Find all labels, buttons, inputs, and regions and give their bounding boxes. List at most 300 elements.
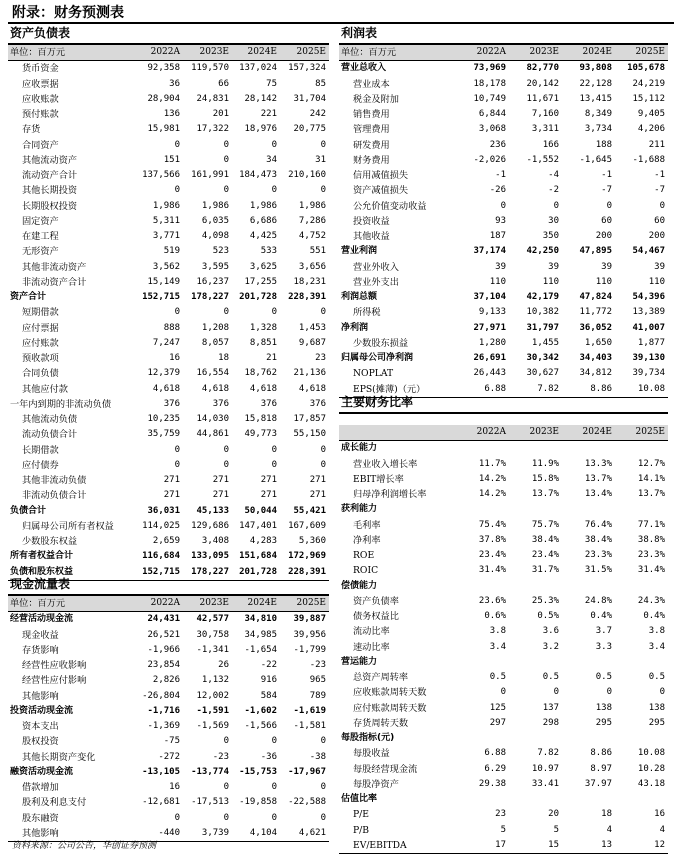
value-cell: 18,231	[293, 276, 326, 287]
value-cell: 0	[174, 307, 180, 318]
value-cell: 43.18	[637, 778, 665, 789]
value-cell: 31.5%	[584, 565, 612, 576]
value-cell: 110	[489, 276, 506, 287]
value-cell: 3.8	[648, 626, 665, 637]
value-cell: 4,618	[298, 383, 326, 394]
table-row	[339, 457, 668, 472]
value-cell: 0	[659, 687, 665, 698]
value-cell: 7,247	[152, 337, 180, 348]
value-cell: 15	[509, 838, 562, 854]
value-cell: 4,618	[201, 383, 229, 394]
year-header: 2025E	[280, 596, 329, 612]
row-label: 其他影响	[22, 690, 59, 702]
value-cell: 45,133	[196, 505, 229, 516]
value-cell: 13.3%	[584, 458, 612, 469]
value-cell: 24.8%	[584, 595, 612, 606]
value-cell: -26	[489, 185, 506, 196]
value-cell: 9,687	[298, 337, 326, 348]
row-label: 少数股东损益	[353, 337, 409, 349]
row-label: 借款增加	[22, 782, 59, 794]
value-cell: 34,812	[579, 368, 612, 379]
value-cell	[615, 502, 668, 517]
value-cell: 3,734	[584, 124, 612, 135]
value-cell: 39	[654, 261, 665, 272]
value-cell: 1,328	[249, 322, 277, 333]
value-cell: 0	[553, 200, 559, 211]
value-cell	[562, 502, 615, 517]
value-cell: 73,969	[473, 63, 506, 74]
value-cell: 221	[260, 109, 277, 120]
value-cell: -15,753	[239, 766, 277, 777]
value-cell: 23.6%	[478, 595, 506, 606]
table-row	[339, 655, 668, 670]
value-cell: -1	[601, 170, 612, 181]
row-label: 少数股东权益	[22, 536, 78, 548]
value-cell: 20,775	[293, 124, 326, 135]
value-cell	[456, 655, 509, 670]
row-label: 流动负债合计	[22, 429, 78, 441]
value-cell: 0.5	[648, 672, 665, 683]
row-label: 预付账款	[22, 109, 59, 121]
value-cell: 8.97	[590, 763, 612, 774]
value-cell: 0	[223, 139, 229, 150]
value-cell: 147,401	[239, 520, 277, 531]
row-label: 研发费用	[353, 139, 390, 151]
value-cell: 23	[315, 353, 326, 364]
value-cell: -1,799	[293, 644, 326, 655]
value-cell: 3,311	[531, 124, 559, 135]
value-cell: -19,858	[239, 797, 277, 808]
table-row	[339, 640, 668, 655]
table-row	[8, 336, 329, 351]
value-cell: 93,808	[579, 63, 612, 74]
value-cell: 0	[659, 200, 665, 211]
value-cell: 6.88	[456, 382, 509, 398]
value-cell: 50,044	[244, 505, 277, 516]
value-cell: 14,030	[196, 414, 229, 425]
table-row	[339, 502, 668, 517]
value-cell: 4,618	[249, 383, 277, 394]
value-cell: -1,369	[147, 721, 180, 732]
source-note: 资料来源：公司公告，华创证券预测	[12, 841, 157, 851]
table-row	[339, 77, 668, 92]
value-cell: -13,105	[142, 766, 180, 777]
value-cell: 1,986	[152, 200, 180, 211]
table-row	[8, 704, 329, 719]
value-cell: 0	[223, 736, 229, 747]
value-cell: 11,772	[579, 307, 612, 318]
row-label: 其他非流动资产	[22, 261, 87, 273]
row-label: 利润总额	[341, 292, 378, 303]
row-label: 固定资产	[22, 215, 59, 227]
value-cell: 18	[218, 353, 229, 364]
value-cell: 116,684	[142, 551, 180, 562]
table-row	[8, 275, 329, 290]
value-cell: -1	[654, 170, 665, 181]
value-cell: 0	[320, 139, 326, 150]
value-cell: -17,967	[288, 766, 326, 777]
value-cell: -36	[260, 751, 277, 762]
table-row	[8, 427, 329, 442]
value-cell: 1,208	[201, 322, 229, 333]
value-cell: 7.82	[537, 748, 559, 759]
row-label: 每股净资产	[353, 778, 399, 790]
value-cell: -13,774	[191, 766, 229, 777]
value-cell: 9,405	[637, 109, 665, 120]
value-cell: 137,566	[142, 170, 180, 181]
category-label: 偿债能力	[341, 580, 378, 591]
value-cell	[456, 441, 509, 457]
table-row	[8, 138, 329, 153]
value-cell: 3.6	[542, 626, 559, 637]
value-cell: 10,749	[473, 93, 506, 104]
table-row	[8, 534, 329, 549]
value-cell: 34,403	[579, 353, 612, 364]
value-cell: 1,455	[531, 337, 559, 348]
row-label: 应收账款	[22, 93, 59, 105]
value-cell: 1,453	[298, 322, 326, 333]
value-cell: 0	[271, 812, 277, 823]
table-row	[8, 549, 329, 564]
year-header: 2025E	[280, 45, 329, 61]
table-row	[8, 643, 329, 658]
row-label: 资产合计	[10, 292, 47, 303]
value-cell: 1,132	[201, 675, 229, 686]
value-cell: 3,739	[183, 826, 232, 842]
value-cell: 21,136	[293, 368, 326, 379]
value-cell: 38.4%	[584, 534, 612, 545]
value-cell: -1,602	[244, 705, 277, 716]
value-cell	[456, 502, 509, 517]
value-cell: 0.5%	[537, 611, 559, 622]
value-cell	[615, 731, 668, 746]
value-cell: 152,715	[135, 565, 183, 581]
value-cell: 0	[271, 459, 277, 470]
value-cell: 271	[309, 490, 326, 501]
row-label: 净利率	[353, 534, 381, 546]
unit-label	[339, 425, 456, 441]
value-cell: 16	[654, 809, 665, 820]
value-cell: 0	[320, 444, 326, 455]
row-label: NOPLAT	[353, 368, 394, 380]
value-cell: 136	[163, 109, 180, 120]
table-row	[339, 609, 668, 624]
value-cell: 0	[223, 782, 229, 793]
value-cell: 4,621	[280, 826, 329, 842]
value-cell: 5,311	[152, 215, 180, 226]
value-cell: 13,415	[579, 93, 612, 104]
row-label: 负债合计	[10, 505, 47, 516]
table-row	[339, 777, 668, 792]
value-cell: 1,986	[201, 200, 229, 211]
value-cell: 12.7%	[637, 458, 665, 469]
value-cell: 10,235	[147, 414, 180, 425]
value-cell: 26,691	[473, 353, 506, 364]
value-cell: 92,358	[147, 63, 180, 74]
value-cell: 138	[595, 702, 612, 713]
value-cell: 12,002	[196, 690, 229, 701]
value-cell: 1,877	[637, 337, 665, 348]
value-cell: 228,391	[280, 565, 329, 581]
value-cell	[562, 655, 615, 670]
value-cell: 8,349	[584, 109, 612, 120]
value-cell	[509, 441, 562, 457]
value-cell	[562, 579, 615, 594]
table-row	[339, 746, 668, 761]
value-cell: 75	[266, 78, 277, 89]
year-header: 2023E	[183, 45, 232, 61]
value-cell: 0	[271, 736, 277, 747]
value-cell: 20	[548, 809, 559, 820]
value-cell: 39	[495, 261, 506, 272]
value-cell: -1,966	[147, 644, 180, 655]
value-cell: 26,443	[473, 368, 506, 379]
table-row	[8, 780, 329, 795]
value-cell: 0	[500, 200, 506, 211]
page-title: 附录：财务预测表	[12, 5, 124, 21]
row-label: 合同负债	[22, 368, 59, 380]
value-cell: 271	[212, 490, 229, 501]
value-cell: 271	[260, 475, 277, 486]
value-cell: 0	[174, 459, 180, 470]
value-cell	[562, 731, 615, 746]
row-label: 其他流动资产	[22, 154, 78, 166]
value-cell: 11.7%	[478, 458, 506, 469]
value-cell: -1,688	[632, 154, 665, 165]
category-label: 估值比率	[341, 794, 378, 805]
table-row	[339, 122, 668, 137]
table-row	[339, 229, 668, 244]
value-cell: 138	[648, 702, 665, 713]
value-cell: 23.4%	[531, 550, 559, 561]
value-cell: 0	[606, 200, 612, 211]
value-cell: 39,130	[632, 353, 665, 364]
value-cell	[509, 792, 562, 807]
value-cell: 10.08	[637, 748, 665, 759]
value-cell: 201,728	[239, 292, 277, 303]
table-row	[8, 719, 329, 734]
row-label: 长期借款	[22, 444, 59, 456]
value-cell: 5	[553, 824, 559, 835]
table-row	[339, 305, 668, 320]
value-cell: 13.4%	[584, 489, 612, 500]
row-label: 营业收入增长率	[353, 458, 418, 470]
table-row	[339, 518, 668, 533]
value-cell: 55,421	[293, 505, 326, 516]
value-cell: 77.1%	[637, 519, 665, 530]
table-row	[339, 731, 668, 746]
value-cell: 38.8%	[637, 534, 665, 545]
value-cell: -1,566	[244, 721, 277, 732]
value-cell: 15,149	[147, 276, 180, 287]
year-header: 2022A	[456, 425, 509, 441]
value-cell: 11,671	[526, 93, 559, 104]
row-label: 资产负债率	[353, 595, 399, 607]
value-cell: 30,758	[196, 629, 229, 640]
value-cell: 17,857	[293, 414, 326, 425]
row-label: 应付账款	[22, 337, 59, 349]
value-cell: 6,035	[201, 215, 229, 226]
value-cell: 30,342	[526, 353, 559, 364]
value-cell: 31,704	[293, 93, 326, 104]
value-cell: 4	[606, 824, 612, 835]
cash-flow-table	[8, 596, 329, 842]
value-cell	[509, 579, 562, 594]
table-row	[8, 366, 329, 381]
value-cell: 9,133	[478, 307, 506, 318]
row-label: 预收款项	[22, 353, 59, 365]
row-label: 公允价值变动收益	[353, 200, 427, 212]
table-row	[8, 397, 329, 412]
table-row	[339, 61, 668, 77]
value-cell: 18	[601, 809, 612, 820]
row-label: 股权投资	[22, 736, 59, 748]
row-label: 管理费用	[353, 124, 390, 136]
category-label: 每股指标(元)	[341, 733, 395, 744]
value-cell: 533	[260, 246, 277, 257]
value-cell: 184,473	[239, 170, 277, 181]
value-cell: 2,659	[152, 536, 180, 547]
value-cell: 129,686	[191, 520, 229, 531]
table-row	[339, 807, 668, 822]
row-label: 资本支出	[22, 721, 59, 733]
value-cell: 76.4%	[584, 519, 612, 530]
value-cell	[615, 441, 668, 457]
year-header: 2022A	[135, 596, 183, 612]
row-label: 合同资产	[22, 139, 59, 151]
value-cell: 3.3	[595, 641, 612, 652]
value-cell: 200	[648, 231, 665, 242]
table-row	[8, 107, 329, 122]
value-cell: 0	[271, 444, 277, 455]
value-cell: 4,206	[637, 124, 665, 135]
value-cell: 36	[169, 78, 180, 89]
value-cell: -4	[548, 170, 559, 181]
value-cell: -1,341	[196, 644, 229, 655]
table-row	[8, 412, 329, 427]
value-cell: 14.1%	[637, 473, 665, 484]
value-cell: 0	[320, 782, 326, 793]
row-label: 短期借款	[22, 307, 59, 319]
row-label: 其他流动负债	[22, 414, 78, 426]
row-label: 货币资金	[22, 63, 59, 75]
value-cell	[509, 655, 562, 670]
value-cell: 0.4%	[590, 611, 612, 622]
value-cell: 60	[654, 215, 665, 226]
value-cell: 17,322	[196, 124, 229, 135]
value-cell: 0.6%	[484, 611, 506, 622]
value-cell: 30,627	[526, 368, 559, 379]
table-row	[8, 77, 329, 92]
row-label: EBIT增长率	[353, 473, 404, 485]
value-cell: 37,104	[473, 292, 506, 303]
value-cell: 38.4%	[531, 534, 559, 545]
value-cell: 1,650	[584, 337, 612, 348]
table-row	[339, 563, 668, 578]
value-cell	[615, 579, 668, 594]
value-cell: 82,770	[526, 63, 559, 74]
value-cell: 110	[595, 276, 612, 287]
table-row	[8, 443, 329, 458]
year-header: 2022A	[135, 45, 183, 61]
value-cell: 167,609	[288, 520, 326, 531]
value-cell: 1,986	[298, 200, 326, 211]
value-cell: 31,797	[526, 322, 559, 333]
value-cell: 3.7	[595, 626, 612, 637]
table-header-row	[339, 45, 668, 61]
value-cell: 22,128	[579, 78, 612, 89]
year-header: 2022A	[456, 45, 509, 61]
year-header: 2025E	[615, 425, 668, 441]
row-label: 负债和股东权益	[8, 565, 135, 581]
value-cell	[615, 792, 668, 807]
value-cell: 30	[548, 215, 559, 226]
value-cell: 3.8	[489, 626, 506, 637]
row-label: 应收账款周转天数	[353, 687, 427, 699]
value-cell: 39,956	[293, 629, 326, 640]
value-cell: 17,255	[244, 276, 277, 287]
value-cell: 66	[218, 78, 229, 89]
value-cell: 10.28	[637, 763, 665, 774]
year-header: 2023E	[509, 45, 562, 61]
table-row	[339, 290, 668, 305]
row-label: 营业利润	[341, 246, 378, 257]
table-row	[339, 441, 668, 457]
value-cell: 25.3%	[531, 595, 559, 606]
value-cell: 133,095	[191, 551, 229, 562]
row-label: P/B	[353, 824, 370, 836]
value-cell: 236	[489, 139, 506, 150]
value-cell: 151	[163, 154, 180, 165]
table-row	[339, 351, 668, 366]
table-row	[339, 92, 668, 107]
row-label: 其他长期投资	[22, 185, 78, 197]
balance-sheet-panel	[8, 24, 329, 581]
value-cell: 271	[260, 490, 277, 501]
value-cell: 16	[169, 353, 180, 364]
row-label: 每股经营现金流	[353, 763, 418, 775]
row-label: 其他影响	[8, 826, 135, 842]
value-cell: 75.4%	[478, 519, 506, 530]
value-cell: 12,379	[147, 368, 180, 379]
value-cell: 0	[320, 307, 326, 318]
table-row	[339, 153, 668, 168]
table-row	[339, 168, 668, 183]
financial-ratios-table	[339, 425, 668, 854]
value-cell: 3,408	[201, 536, 229, 547]
value-cell: 1,280	[478, 337, 506, 348]
value-cell: 0	[271, 139, 277, 150]
table-row	[8, 734, 329, 749]
row-label: EV/EBITDA	[339, 838, 456, 854]
value-cell: 7.82	[509, 382, 562, 398]
table-row	[339, 533, 668, 548]
value-cell: 172,969	[288, 551, 326, 562]
table-row	[339, 199, 668, 214]
value-cell: 0	[174, 812, 180, 823]
value-cell: 0	[271, 782, 277, 793]
value-cell: -26,804	[142, 690, 180, 701]
value-cell: 33.41	[531, 778, 559, 789]
row-label: 其他非流动负债	[22, 475, 87, 487]
value-cell: -1,654	[244, 644, 277, 655]
table-row	[8, 199, 329, 214]
value-cell: 584	[260, 690, 277, 701]
value-cell: -75	[163, 736, 180, 747]
value-cell: 17	[456, 838, 509, 854]
value-cell: -38	[309, 751, 326, 762]
value-cell: 39	[548, 261, 559, 272]
